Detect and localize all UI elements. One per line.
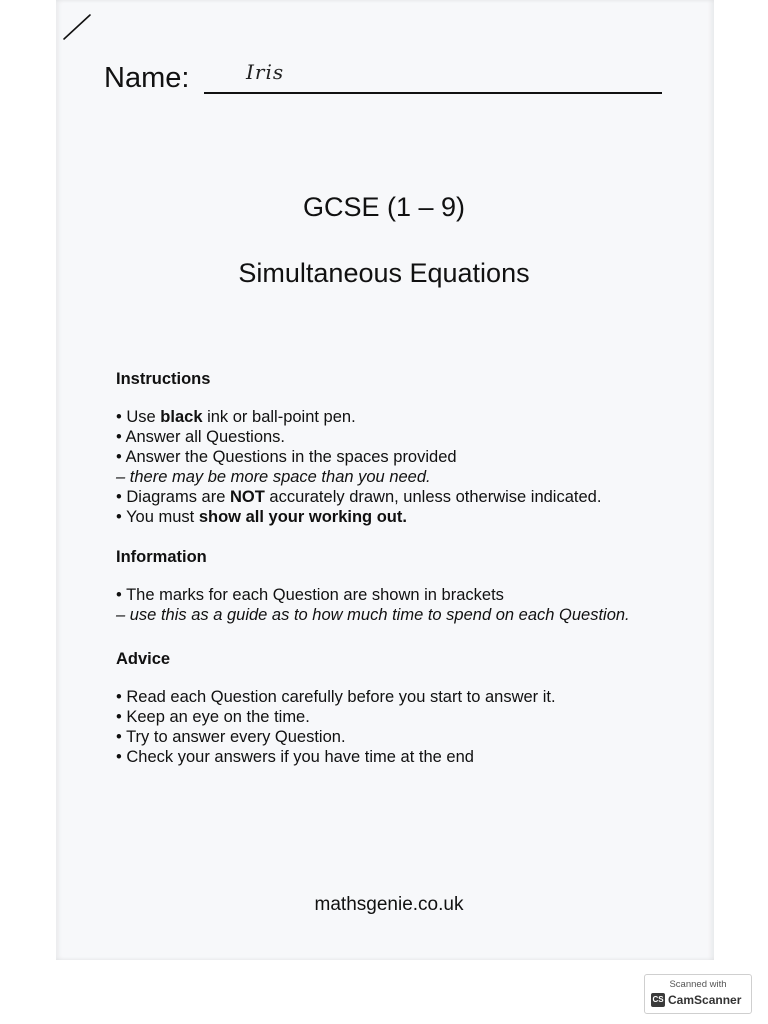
instruction-bold: NOT (229, 488, 265, 506)
instruction-line (116, 507, 716, 527)
information-line: • The marks for each Question are shown in brackets (116, 586, 504, 604)
instruction-line (116, 407, 716, 427)
topic-title (0, 258, 768, 289)
information-heading: Information (116, 548, 207, 566)
scanned-with-caption: Scanned with (669, 979, 727, 990)
instruction-bold: black (160, 408, 203, 426)
advice-line: • Try to answer every Question. (116, 728, 346, 746)
tick-mark (60, 12, 94, 42)
camscanner-brand: CamScanner (668, 993, 742, 1007)
name-row (104, 60, 664, 100)
instruction-text: • Diagrams are (116, 488, 230, 506)
advice-line: • Check your answers if you have time at the end (116, 748, 474, 766)
instructions-section (116, 370, 716, 527)
handwritten-name: Iris (246, 60, 285, 84)
advice-line: • Read each Question carefully before you start to answer it. (116, 688, 556, 706)
instruction-line (116, 487, 716, 507)
advice-section (116, 650, 716, 767)
name-label: Name: (104, 62, 190, 94)
qualification-title (0, 192, 768, 223)
instruction-text: ink or ball-point pen. (202, 408, 356, 426)
advice-line: • Keep an eye on the time. (116, 708, 310, 726)
instruction-line: • Answer all Questions. (116, 428, 286, 446)
information-line: – use this as a guide as to how much time to spend on each Question. (116, 606, 630, 624)
instructions-heading: Instructions (116, 370, 211, 388)
camscanner-badge (644, 974, 752, 1014)
website-text: mathsgenie.co.uk (314, 894, 464, 915)
instruction-text: • You must (116, 508, 199, 526)
website-footer (0, 894, 768, 916)
instruction-text: accurately drawn, unless otherwise indicated. (264, 488, 602, 506)
information-section (116, 548, 716, 625)
name-underline (204, 92, 662, 94)
instruction-text: • Use (116, 408, 161, 426)
topic-text: Simultaneous Equations (238, 258, 530, 288)
instruction-bold: show all your working out. (198, 508, 407, 526)
camscanner-logo-icon: CS (651, 993, 665, 1007)
advice-heading: Advice (116, 650, 171, 668)
qualification-text: GCSE (1 – 9) (302, 192, 466, 222)
instruction-line: • Answer the Questions in the spaces provided (116, 448, 457, 466)
instruction-line: – there may be more space than you need. (116, 468, 431, 486)
